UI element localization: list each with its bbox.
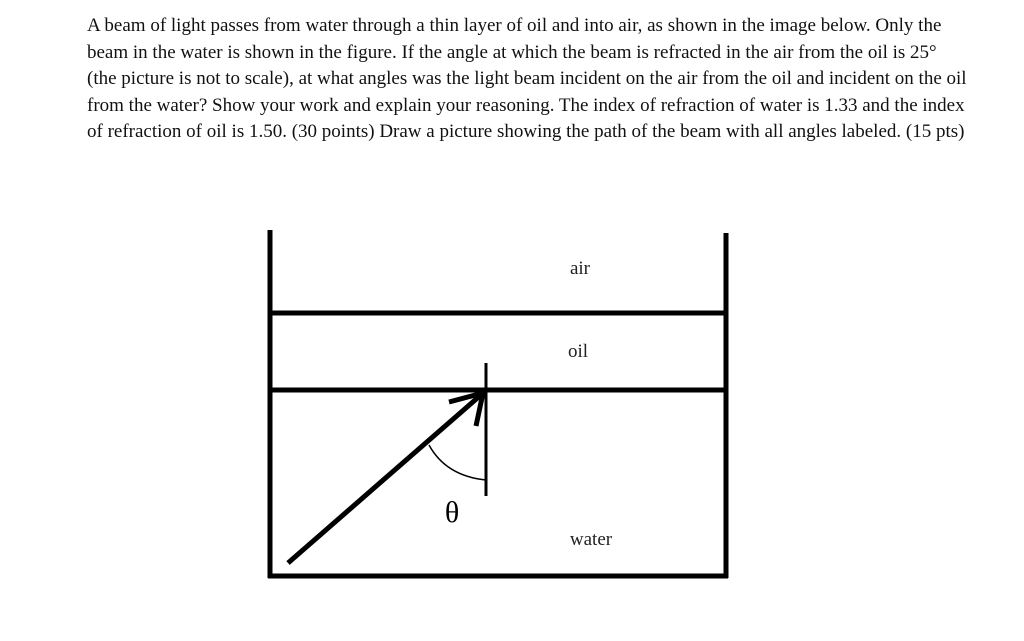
- oil-label: oil: [567, 341, 589, 362]
- light-beam: [288, 394, 482, 563]
- problem-statement: A beam of light passes from water through a thin layer of oil and into air, as shown in the image below. Only the beam in the water is shown in the figure. If the angle at which the beam is refracted in the air from the oil is 25° (the picture is not to scale), at what angles was the light beam incident on the air from the oil and incident on the oil from the water? Show your work and explain your reasoning. The index of refraction of water is 1.33 and the index of refraction of oil is 1.50. (30 points) Draw a picture showing the path of the beam with all angles labeled. (15 pts): [87, 15, 967, 142]
- theta-label: θ: [444, 496, 460, 529]
- angle-arc: [429, 445, 486, 480]
- air-label: air: [569, 258, 591, 279]
- water-label: water: [569, 529, 613, 550]
